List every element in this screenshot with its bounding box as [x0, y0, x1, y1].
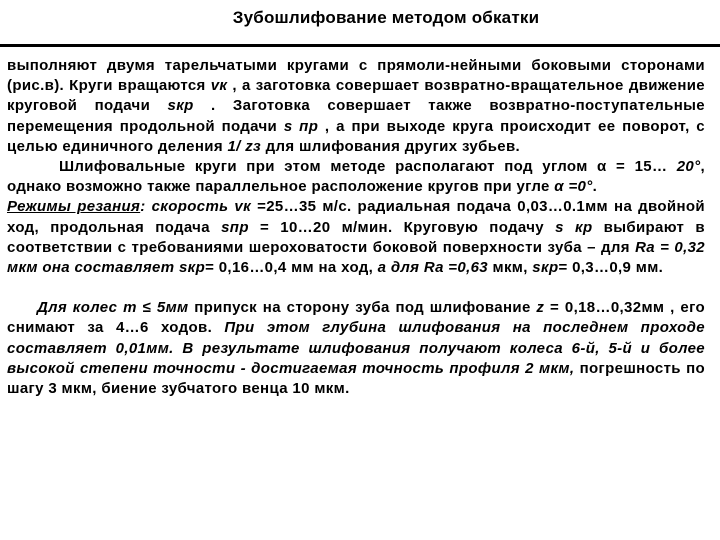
paragraph-2: [7, 157, 705, 197]
p3-ra-063: а для Ra =0,63: [377, 259, 488, 277]
p1-division: 1/ zз: [227, 137, 262, 155]
p2-text-3: , однако возможно также параллельное расположение кругов при угле: [7, 158, 705, 196]
p3-skr-2: sкр: [532, 259, 559, 277]
p3-spr: sпр: [221, 218, 249, 236]
paragraph-gap: [7, 278, 705, 298]
p1-spr: s пр: [283, 117, 319, 135]
p3-text-10: = 0,16…0,4 мм на ход,: [205, 259, 378, 277]
p3-ra-032: Ra = 0,32 мкм она составляет sкр: [7, 238, 705, 277]
slide-title-text: Зубошлифование методом обкатки: [232, 8, 540, 27]
p2-text-5: .: [592, 178, 598, 196]
p1-text-9: для шлифования других зубьев.: [261, 137, 521, 155]
p3-text-14: = 0,3…0,9 мм.: [558, 259, 664, 277]
p1-text-7: , а при выходе круга происходит ее поворот, с целью единичного деления: [7, 117, 705, 155]
p4-text-2: припуск на сторону зуба под шлифование: [188, 299, 537, 317]
p2-angle-20: 20°: [676, 158, 701, 176]
p4-z: z: [536, 299, 545, 317]
paragraph-1: [7, 56, 705, 157]
p2-angle-0: α =0°: [554, 178, 593, 196]
paragraph-4: [7, 298, 705, 399]
p1-vk: vк: [210, 77, 228, 95]
p1-text-5: . Заготовка совершает также возвратно-поступательные перемещения продольной подачи: [7, 97, 705, 135]
p4-module: Для колес m ≤ 5мм: [37, 299, 189, 317]
paragraph-3: [7, 197, 705, 278]
p3-skr: s кр: [555, 218, 593, 236]
p4-text-5: При этом глубина шлифования на последнем проходе составляет 0,01мм. В результате шлифования получают колеса 6-й, 5-й и более высокой степени точности - достигаемая точность профиля 2 мкм,: [7, 319, 705, 377]
p3-text-8: выбирают в соответствии с требованиями шероховатости боковой поверхности зуба – для: [7, 218, 705, 256]
p1-skr: sкр: [167, 97, 194, 115]
p1-text-1: выполняют двумя тарельчатыми кругами с прямоли-нейными боковыми сторонами (рис.в). Круги вращаются: [7, 57, 705, 95]
p3-text-4: =25…35 м/с. радиальная подача 0,03…0.1мм на двойной ход, продольная подача: [7, 198, 705, 236]
p2-text-1: Шлифовальные круги при этом методе располагают под углом α = 15…: [59, 158, 677, 176]
p3-text-2: : скорость: [140, 198, 235, 216]
p3-vk: vк: [234, 198, 252, 216]
slide-title: [0, 8, 720, 28]
title-divider: [0, 44, 720, 47]
cutting-modes-heading: Режимы резания: [7, 198, 141, 216]
p3-text-6: = 10…20 м/мин. Круговую подачу: [248, 218, 556, 236]
p1-text-3: , а заготовка совершает возвратно-вращательное движение круговой подачи: [7, 77, 705, 115]
p4-text-6: погрешность по шагу 3 мкм, биение зубчатого венца 10 мкм.: [7, 359, 705, 398]
slide-body: [7, 56, 705, 399]
p3-text-12: мкм,: [487, 259, 533, 277]
p4-text-4: = 0,18…0,32мм , его снимают за 4…6 ходов.: [7, 299, 705, 337]
